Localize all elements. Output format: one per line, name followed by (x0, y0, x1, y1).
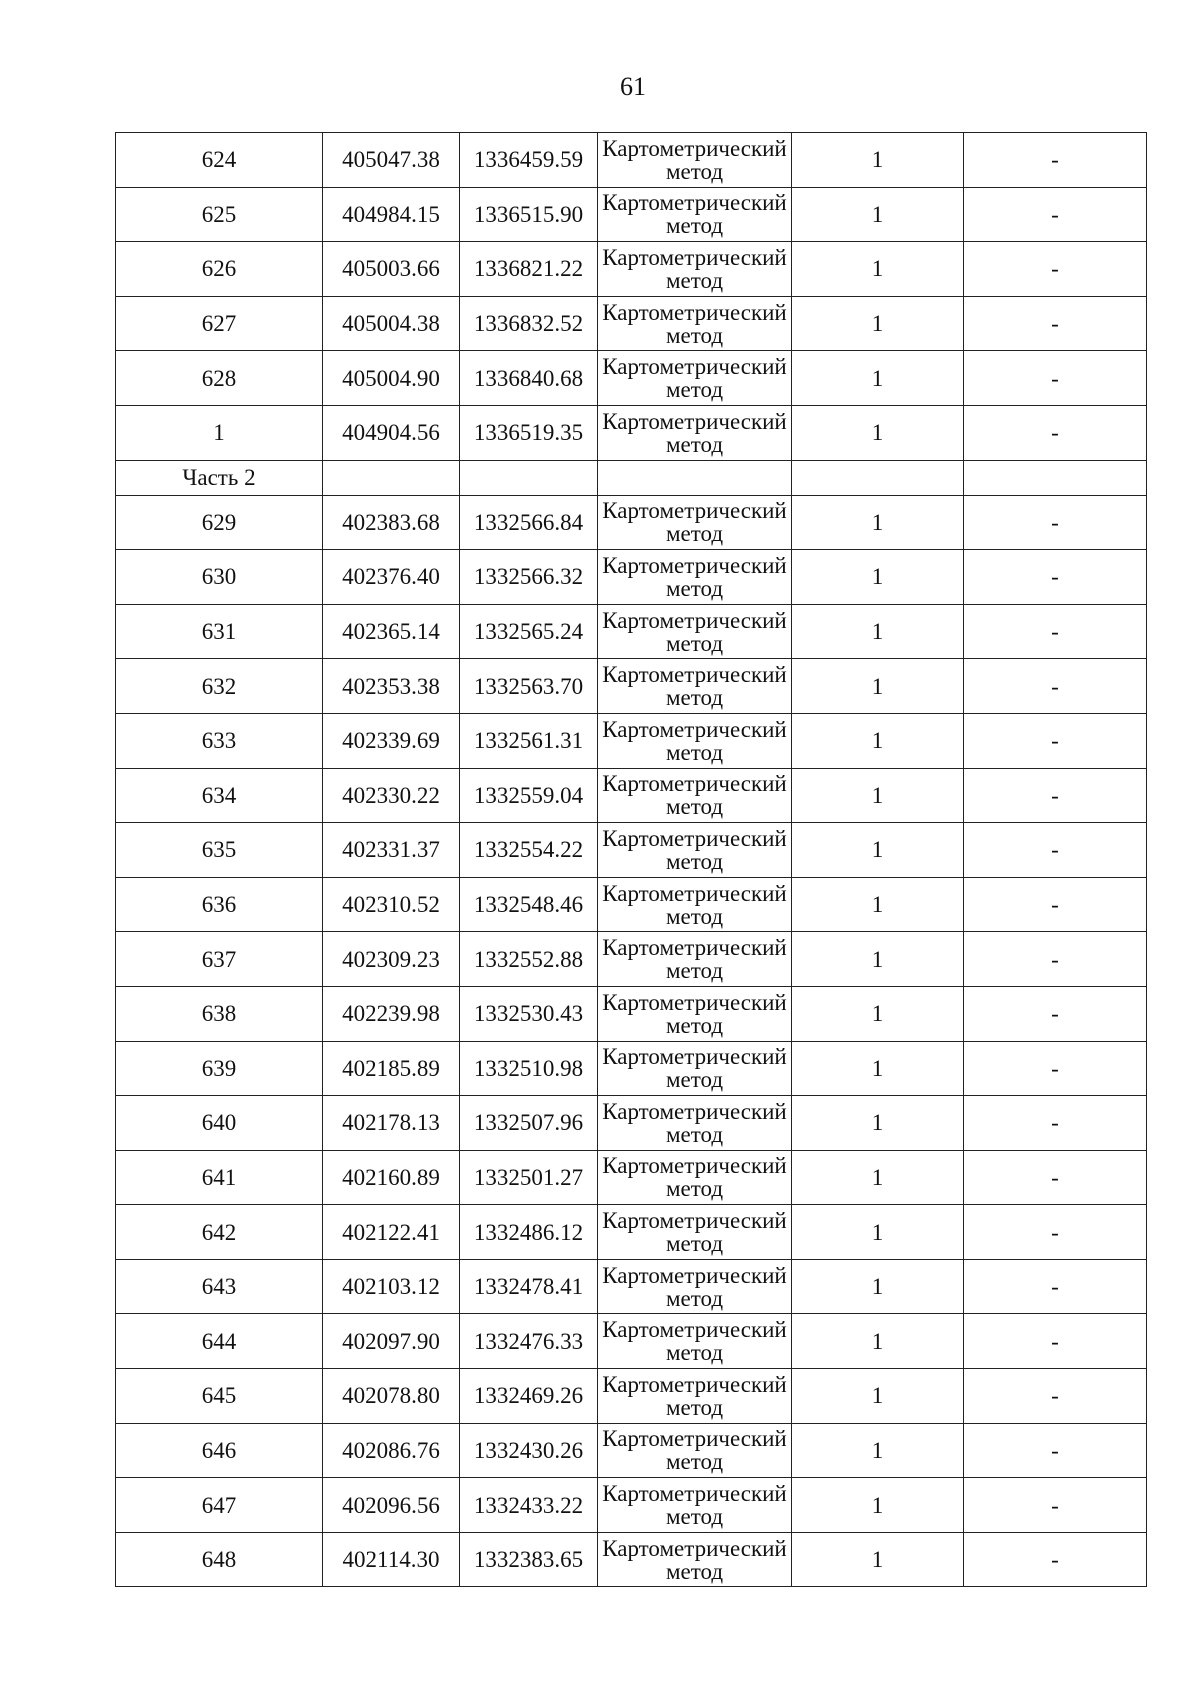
method-line-2: метод (665, 1231, 724, 1257)
table-row (116, 1041, 1147, 1096)
table-row (116, 1369, 1147, 1424)
method-line-2: метод (665, 1285, 724, 1311)
accuracy-cell: 1 (792, 659, 964, 714)
method-cell (598, 187, 792, 242)
method-line-1: Картометрический (602, 1208, 787, 1234)
accuracy-cell: 1 (792, 550, 964, 605)
note-cell: - (964, 823, 1147, 878)
point-number-cell: 626 (116, 242, 323, 297)
method-line-1: Картометрический (602, 607, 787, 633)
accuracy-cell: 1 (792, 1478, 964, 1533)
method-cell (598, 242, 792, 297)
y-coordinate-cell: 1332561.31 (460, 713, 598, 768)
x-coordinate-cell: 402103.12 (323, 1259, 460, 1314)
table-row (116, 1150, 1147, 1205)
accuracy-cell: 1 (792, 1423, 964, 1478)
method-line-2: метод (665, 903, 724, 929)
method-line-2: метод (665, 794, 724, 820)
method-cell (598, 495, 792, 550)
note-cell: - (964, 296, 1147, 351)
x-coordinate-cell: 402114.30 (323, 1532, 460, 1587)
y-coordinate-cell: 1332563.70 (460, 659, 598, 714)
point-number-cell: 638 (116, 986, 323, 1041)
method-line-1: Картометрический (602, 771, 787, 797)
note-cell: - (964, 405, 1147, 460)
method-line-1: Картометрический (602, 244, 787, 270)
coordinates-table-body (116, 133, 1147, 1587)
table-row (116, 713, 1147, 768)
point-number-cell: 629 (116, 495, 323, 550)
x-coordinate-cell: 405003.66 (323, 242, 460, 297)
point-number-cell: 646 (116, 1423, 323, 1478)
accuracy-cell: 1 (792, 1532, 964, 1587)
x-coordinate-cell: 402160.89 (323, 1150, 460, 1205)
x-coordinate-cell: 402178.13 (323, 1096, 460, 1151)
page-number: 61 (620, 72, 646, 101)
method-cell (598, 1150, 792, 1205)
method-cell (598, 405, 792, 460)
method-line-2: метод (665, 848, 724, 874)
method-line-1: Картометрический (602, 1371, 787, 1397)
table-row (116, 133, 1147, 188)
y-coordinate-cell: 1332433.22 (460, 1478, 598, 1533)
point-number-cell: 639 (116, 1041, 323, 1096)
method-cell (598, 768, 792, 823)
method-cell (598, 351, 792, 406)
x-coordinate-cell: 405047.38 (323, 133, 460, 188)
y-coordinate-cell: 1336840.68 (460, 351, 598, 406)
method-line-2: метод (665, 1340, 724, 1366)
method-line-2: метод (665, 322, 724, 348)
table-row (116, 1205, 1147, 1260)
y-coordinate-cell: 1332510.98 (460, 1041, 598, 1096)
method-cell (598, 1314, 792, 1369)
method-line-1: Картометрический (602, 190, 787, 216)
accuracy-cell: 1 (792, 823, 964, 878)
method-cell (598, 1041, 792, 1096)
x-coordinate-cell: 402339.69 (323, 713, 460, 768)
point-number-cell: 628 (116, 351, 323, 406)
point-number-cell: 640 (116, 1096, 323, 1151)
method-cell (598, 1369, 792, 1424)
table-row (116, 1259, 1147, 1314)
method-line-1: Картометрический (602, 408, 787, 434)
accuracy-cell: 1 (792, 1041, 964, 1096)
point-number-cell: 648 (116, 1532, 323, 1587)
note-cell: - (964, 1369, 1147, 1424)
method-line-2: метод (665, 1449, 724, 1475)
table-row (116, 877, 1147, 932)
empty-cell (598, 460, 792, 495)
method-cell (598, 296, 792, 351)
point-number-cell: 625 (116, 187, 323, 242)
method-line-1: Картометрический (602, 716, 787, 742)
note-cell: - (964, 932, 1147, 987)
method-line-1: Картометрический (602, 1098, 787, 1124)
note-cell: - (964, 1478, 1147, 1533)
point-number-cell: 641 (116, 1150, 323, 1205)
x-coordinate-cell: 404984.15 (323, 187, 460, 242)
y-coordinate-cell: 1336459.59 (460, 133, 598, 188)
method-line-1: Картометрический (602, 498, 787, 524)
method-cell (598, 877, 792, 932)
table-row (116, 1478, 1147, 1533)
accuracy-cell: 1 (792, 877, 964, 932)
accuracy-cell: 1 (792, 604, 964, 659)
point-number-cell: 642 (116, 1205, 323, 1260)
table-row (116, 187, 1147, 242)
x-coordinate-cell: 402239.98 (323, 986, 460, 1041)
y-coordinate-cell: 1332486.12 (460, 1205, 598, 1260)
note-cell: - (964, 187, 1147, 242)
y-coordinate-cell: 1332566.32 (460, 550, 598, 605)
point-number-cell: 627 (116, 296, 323, 351)
accuracy-cell: 1 (792, 713, 964, 768)
method-cell (598, 1259, 792, 1314)
y-coordinate-cell: 1332501.27 (460, 1150, 598, 1205)
method-line-1: Картометрический (602, 1317, 787, 1343)
method-cell (598, 1423, 792, 1478)
point-number-cell: 637 (116, 932, 323, 987)
method-line-2: метод (665, 1121, 724, 1147)
method-cell (598, 604, 792, 659)
point-number-cell: 624 (116, 133, 323, 188)
table-row (116, 768, 1147, 823)
y-coordinate-cell: 1332430.26 (460, 1423, 598, 1478)
x-coordinate-cell: 402309.23 (323, 932, 460, 987)
method-line-2: метод (665, 377, 724, 403)
x-coordinate-cell: 402353.38 (323, 659, 460, 714)
method-cell (598, 1478, 792, 1533)
method-cell (598, 1096, 792, 1151)
method-line-1: Картометрический (602, 552, 787, 578)
method-line-1: Картометрический (602, 1481, 787, 1507)
note-cell: - (964, 1259, 1147, 1314)
method-line-1: Картометрический (602, 825, 787, 851)
method-line-1: Картометрический (602, 935, 787, 961)
table-row (116, 823, 1147, 878)
table-row (116, 986, 1147, 1041)
point-number-cell: 644 (116, 1314, 323, 1369)
point-number-cell: 633 (116, 713, 323, 768)
note-cell: - (964, 1041, 1147, 1096)
method-line-2: метод (665, 685, 724, 711)
method-cell (598, 1205, 792, 1260)
table-row (116, 932, 1147, 987)
method-line-1: Картометрический (602, 1153, 787, 1179)
note-cell: - (964, 659, 1147, 714)
note-cell: - (964, 242, 1147, 297)
x-coordinate-cell: 402122.41 (323, 1205, 460, 1260)
point-number-cell: 634 (116, 768, 323, 823)
method-line-2: метод (665, 575, 724, 601)
method-line-1: Картометрический (602, 1044, 787, 1070)
method-line-2: метод (665, 1504, 724, 1530)
empty-cell (323, 460, 460, 495)
x-coordinate-cell: 402330.22 (323, 768, 460, 823)
point-number-cell: 643 (116, 1259, 323, 1314)
x-coordinate-cell: 402383.68 (323, 495, 460, 550)
accuracy-cell: 1 (792, 242, 964, 297)
method-cell (598, 133, 792, 188)
coordinates-table (115, 132, 1147, 1587)
point-number-cell: 647 (116, 1478, 323, 1533)
method-line-2: метод (665, 1176, 724, 1202)
method-line-1: Картометрический (602, 662, 787, 688)
point-number-cell: 645 (116, 1369, 323, 1424)
note-cell: - (964, 713, 1147, 768)
accuracy-cell: 1 (792, 1150, 964, 1205)
y-coordinate-cell: 1332559.04 (460, 768, 598, 823)
note-cell: - (964, 133, 1147, 188)
accuracy-cell: 1 (792, 1205, 964, 1260)
y-coordinate-cell: 1332507.96 (460, 1096, 598, 1151)
table-row (116, 296, 1147, 351)
x-coordinate-cell: 405004.38 (323, 296, 460, 351)
method-cell (598, 986, 792, 1041)
y-coordinate-cell: 1332530.43 (460, 986, 598, 1041)
point-number-cell: 636 (116, 877, 323, 932)
accuracy-cell: 1 (792, 1369, 964, 1424)
method-line-2: метод (665, 521, 724, 547)
accuracy-cell: 1 (792, 133, 964, 188)
x-coordinate-cell: 402185.89 (323, 1041, 460, 1096)
empty-cell (964, 460, 1147, 495)
point-number-cell: 635 (116, 823, 323, 878)
accuracy-cell: 1 (792, 187, 964, 242)
note-cell: - (964, 1423, 1147, 1478)
method-line-2: метод (665, 1394, 724, 1420)
accuracy-cell: 1 (792, 1096, 964, 1151)
table-row (116, 604, 1147, 659)
method-line-1: Картометрический (602, 989, 787, 1015)
method-cell (598, 823, 792, 878)
table-row (116, 495, 1147, 550)
y-coordinate-cell: 1332554.22 (460, 823, 598, 878)
method-cell (598, 713, 792, 768)
method-line-1: Картометрический (602, 880, 787, 906)
method-line-2: метод (665, 1012, 724, 1038)
y-coordinate-cell: 1332552.88 (460, 932, 598, 987)
method-line-2: метод (665, 213, 724, 239)
table-row (116, 351, 1147, 406)
x-coordinate-cell: 402086.76 (323, 1423, 460, 1478)
accuracy-cell: 1 (792, 1314, 964, 1369)
note-cell: - (964, 1314, 1147, 1369)
table-row (116, 659, 1147, 714)
note-cell: - (964, 768, 1147, 823)
method-line-1: Картометрический (602, 299, 787, 325)
y-coordinate-cell: 1332383.65 (460, 1532, 598, 1587)
x-coordinate-cell: 402365.14 (323, 604, 460, 659)
method-cell (598, 550, 792, 605)
section-header-row (116, 460, 1147, 495)
y-coordinate-cell: 1332548.46 (460, 877, 598, 932)
table-row (116, 405, 1147, 460)
method-line-2: метод (665, 267, 724, 293)
accuracy-cell: 1 (792, 405, 964, 460)
accuracy-cell: 1 (792, 495, 964, 550)
x-coordinate-cell: 402376.40 (323, 550, 460, 605)
note-cell: - (964, 1096, 1147, 1151)
empty-cell (460, 460, 598, 495)
method-cell (598, 1532, 792, 1587)
note-cell: - (964, 351, 1147, 406)
point-number-cell: 1 (116, 405, 323, 460)
note-cell: - (964, 877, 1147, 932)
method-cell (598, 659, 792, 714)
x-coordinate-cell: 402097.90 (323, 1314, 460, 1369)
x-coordinate-cell: 402310.52 (323, 877, 460, 932)
y-coordinate-cell: 1336515.90 (460, 187, 598, 242)
x-coordinate-cell: 402078.80 (323, 1369, 460, 1424)
method-line-2: метод (665, 630, 724, 656)
y-coordinate-cell: 1336519.35 (460, 405, 598, 460)
y-coordinate-cell: 1332566.84 (460, 495, 598, 550)
note-cell: - (964, 604, 1147, 659)
method-line-1: Картометрический (602, 1262, 787, 1288)
note-cell: - (964, 495, 1147, 550)
accuracy-cell: 1 (792, 768, 964, 823)
x-coordinate-cell: 402331.37 (323, 823, 460, 878)
x-coordinate-cell: 404904.56 (323, 405, 460, 460)
method-line-2: метод (665, 739, 724, 765)
note-cell: - (964, 1150, 1147, 1205)
y-coordinate-cell: 1332478.41 (460, 1259, 598, 1314)
y-coordinate-cell: 1336832.52 (460, 296, 598, 351)
note-cell: - (964, 1532, 1147, 1587)
point-number-cell: 632 (116, 659, 323, 714)
method-line-1: Картометрический (602, 354, 787, 380)
method-line-2: метод (665, 958, 724, 984)
method-line-2: метод (665, 158, 724, 184)
accuracy-cell: 1 (792, 986, 964, 1041)
accuracy-cell: 1 (792, 1259, 964, 1314)
accuracy-cell: 1 (792, 351, 964, 406)
method-line-2: метод (665, 1558, 724, 1584)
section-label: Часть 2 (116, 460, 323, 495)
method-line-2: метод (665, 431, 724, 457)
y-coordinate-cell: 1332565.24 (460, 604, 598, 659)
note-cell: - (964, 986, 1147, 1041)
x-coordinate-cell: 405004.90 (323, 351, 460, 406)
accuracy-cell: 1 (792, 932, 964, 987)
table-row (116, 550, 1147, 605)
y-coordinate-cell: 1332469.26 (460, 1369, 598, 1424)
y-coordinate-cell: 1336821.22 (460, 242, 598, 297)
point-number-cell: 631 (116, 604, 323, 659)
method-line-1: Картометрический (602, 1426, 787, 1452)
x-coordinate-cell: 402096.56 (323, 1478, 460, 1533)
table-row (116, 1314, 1147, 1369)
method-cell (598, 932, 792, 987)
table-row (116, 1423, 1147, 1478)
empty-cell (792, 460, 964, 495)
note-cell: - (964, 550, 1147, 605)
table-row (116, 1532, 1147, 1587)
y-coordinate-cell: 1332476.33 (460, 1314, 598, 1369)
method-line-2: метод (665, 1067, 724, 1093)
note-cell: - (964, 1205, 1147, 1260)
method-line-1: Картометрический (602, 1535, 787, 1561)
table-row (116, 242, 1147, 297)
table-row (116, 1096, 1147, 1151)
accuracy-cell: 1 (792, 296, 964, 351)
method-line-1: Картометрический (602, 135, 787, 161)
point-number-cell: 630 (116, 550, 323, 605)
